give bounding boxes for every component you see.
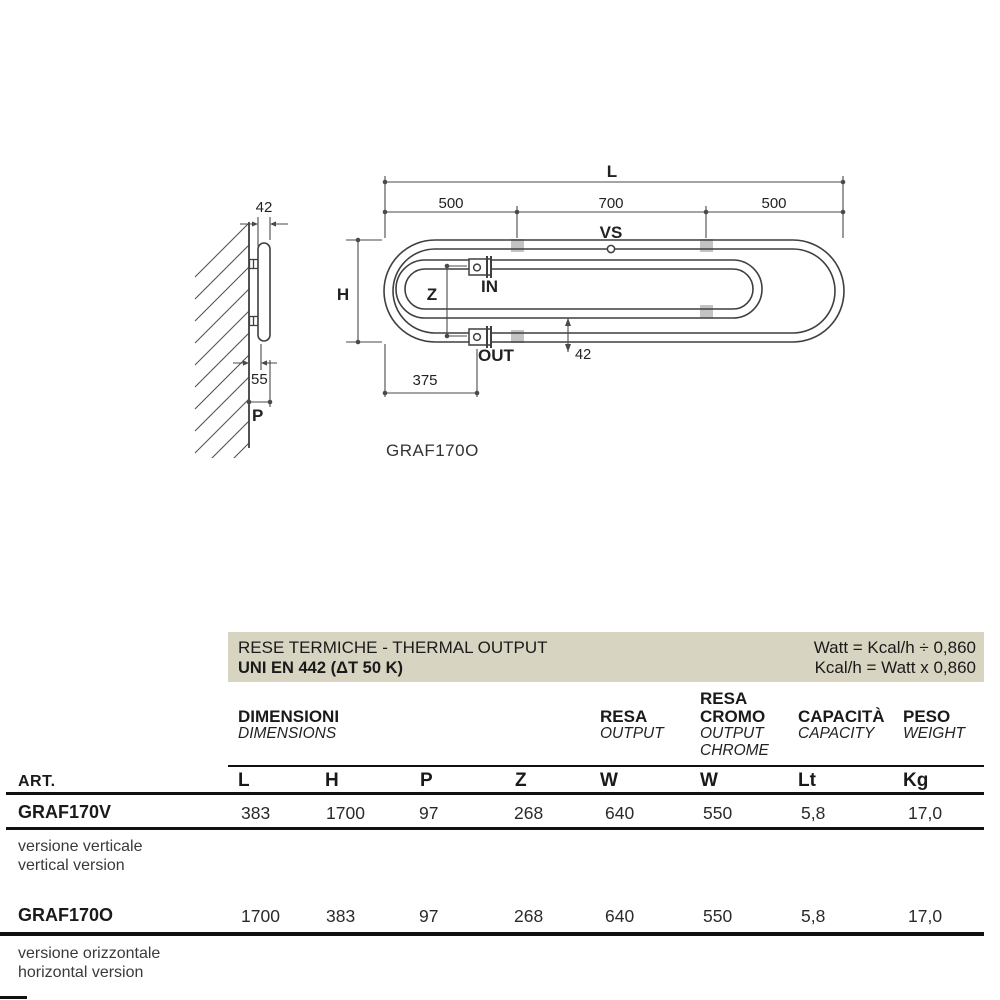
value-output-chrome: 550 <box>703 803 733 823</box>
rule-below-row1 <box>6 827 984 830</box>
group-name: RESA CROMO <box>700 689 766 726</box>
out-fitting-icon <box>469 326 491 348</box>
rule-below-units <box>6 792 984 795</box>
value-output: 640 <box>605 906 635 926</box>
side-bracket-icon <box>250 260 259 326</box>
unit-h: H <box>325 770 339 791</box>
in-fitting-icon <box>469 256 491 278</box>
value-weight: 17,0 <box>908 906 943 926</box>
note-english: vertical version <box>18 857 125 874</box>
rule-stub-bottom <box>0 996 27 999</box>
note-italian: versione verticale <box>18 838 143 855</box>
inner-loop-inner-wall <box>405 269 753 309</box>
note-english: horizontal version <box>18 964 144 981</box>
out-label: OUT <box>478 346 514 365</box>
radiator-tube-loops <box>384 240 844 342</box>
group-resa-cromo <box>700 690 782 759</box>
group-name: RESA <box>600 707 648 726</box>
group-resa <box>600 690 690 743</box>
formula-watt: Watt = Kcal/h ÷ 0,860 <box>813 638 976 657</box>
note-horizontal <box>18 944 160 982</box>
value-capacity: 5,8 <box>801 906 826 926</box>
group-dimensioni <box>238 690 458 743</box>
group-sub: CAPACITY <box>798 725 875 742</box>
unit-z: Z <box>515 770 527 791</box>
group-peso <box>903 690 983 743</box>
group-capacita <box>798 690 898 743</box>
vs-label: VS <box>599 223 623 242</box>
note-vertical <box>18 837 143 875</box>
value-weight: 17,0 <box>908 803 943 823</box>
formula-kcal: Kcal/h = Watt x 0,860 <box>814 658 976 677</box>
side-dim-55-label: 55 <box>251 371 268 388</box>
article-name: GRAF170O <box>18 905 114 925</box>
value-p: 97 <box>419 803 439 823</box>
thermal-output-band <box>228 632 984 682</box>
value-p: 97 <box>419 906 439 926</box>
group-name: CAPACITÀ <box>798 707 885 726</box>
in-label: IN <box>481 277 498 296</box>
group-sub: OUTPUT <box>600 725 664 742</box>
wall-hatching-icon <box>195 223 249 470</box>
model-caption: GRAF170O <box>386 441 479 460</box>
note-italian: versione orizzontale <box>18 945 161 962</box>
value-capacity: 5,8 <box>801 803 826 823</box>
group-sub: OUTPUT CHROME <box>700 725 769 759</box>
article-name: GRAF170V <box>18 802 112 822</box>
dim-42-tube-label: 42 <box>575 347 592 363</box>
outer-loop-inner-wall <box>393 249 835 333</box>
value-h: 383 <box>326 906 356 926</box>
unit-kg: Kg <box>903 770 929 791</box>
band-titles <box>238 638 548 678</box>
group-name: PESO <box>903 707 951 726</box>
z-label: Z <box>426 285 438 304</box>
value-output: 640 <box>605 803 635 823</box>
side-dim-42-label: 42 <box>255 199 273 216</box>
value-l: 383 <box>241 803 271 823</box>
unit-w-chrome: W <box>700 770 718 791</box>
unit-p: P <box>420 770 433 791</box>
mounting-bracket-icon <box>511 239 713 343</box>
group-name: DIMENSIONI <box>238 707 340 726</box>
front-view-labels <box>337 162 787 460</box>
group-sub: WEIGHT <box>903 725 965 742</box>
unit-l: L <box>238 770 250 791</box>
dim-375-label: 375 <box>412 372 438 389</box>
band-title: RESE TERMICHE - THERMAL OUTPUT <box>238 638 548 657</box>
dim-l-label: L <box>606 162 618 181</box>
value-l: 1700 <box>241 906 280 926</box>
dim-500-left-label: 500 <box>438 195 464 212</box>
side-view <box>195 222 270 470</box>
art-column-label: ART. <box>18 773 56 790</box>
value-h: 1700 <box>326 803 365 823</box>
unit-lt: Lt <box>798 770 816 791</box>
rule-below-row2 <box>0 932 984 936</box>
conversion-formulas <box>814 638 976 678</box>
value-output-chrome: 550 <box>703 906 733 926</box>
value-z: 268 <box>514 803 544 823</box>
unit-w-output: W <box>600 770 618 791</box>
dim-500-right-label: 500 <box>761 195 787 212</box>
value-z: 268 <box>514 906 544 926</box>
vs-vent-icon <box>607 245 614 252</box>
band-subtitle: UNI EN 442 (ΔT 50 K) <box>238 659 403 677</box>
rule-above-units <box>228 765 984 767</box>
front-view <box>384 239 844 348</box>
dim-700-label: 700 <box>598 195 624 212</box>
radiator-side-profile <box>258 243 270 341</box>
technical-drawing <box>0 0 1000 470</box>
side-label-p: P <box>252 406 264 425</box>
group-sub: DIMENSIONS <box>238 725 337 742</box>
h-label: H <box>336 285 350 304</box>
outer-loop-outer-wall <box>384 240 844 342</box>
